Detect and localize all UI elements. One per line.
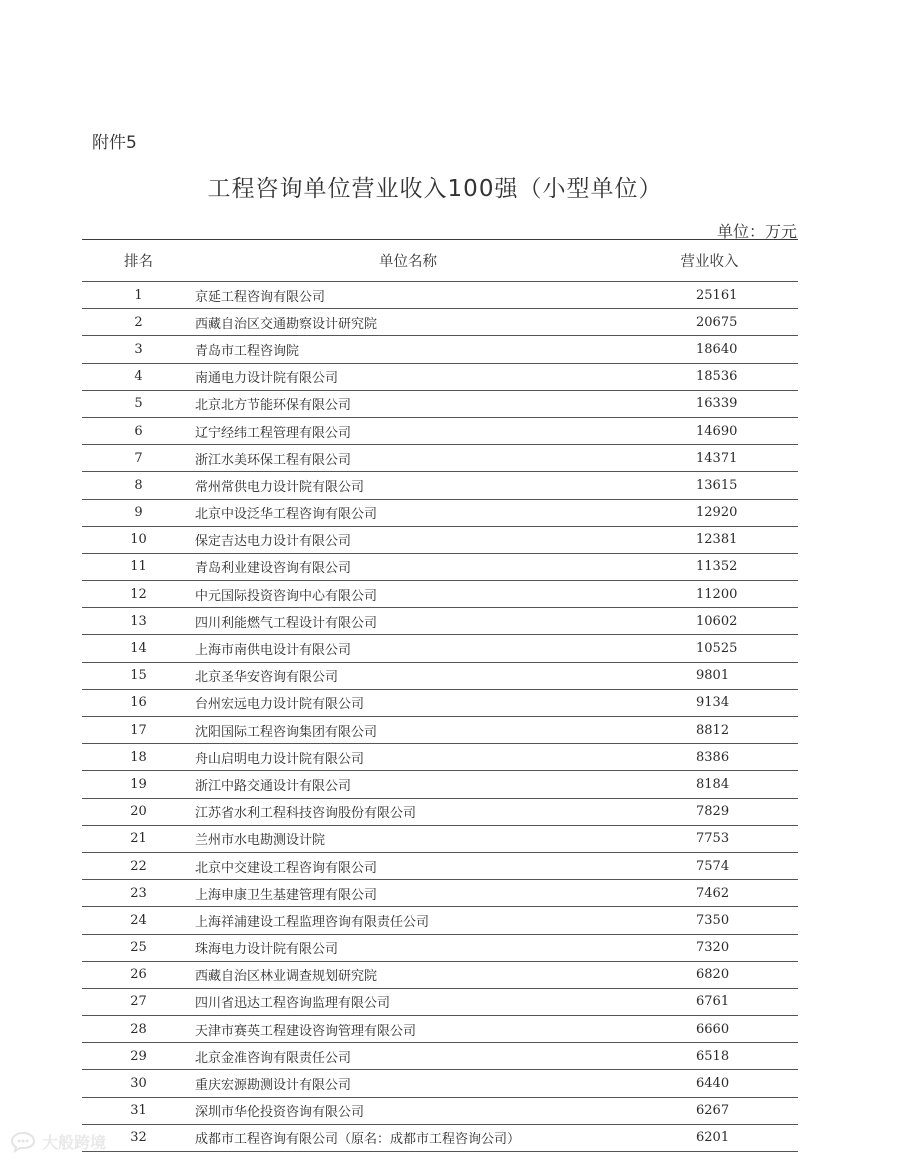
cell-revenue: 14690 bbox=[696, 423, 738, 439]
cell-name: 青岛利业建设咨询有限公司 bbox=[195, 561, 352, 577]
table-row bbox=[82, 826, 798, 853]
table-row bbox=[82, 1098, 798, 1125]
cell-name: 南通电力设计院有限公司 bbox=[195, 371, 339, 387]
cell-name: 重庆宏源勘测设计有限公司 bbox=[195, 1078, 352, 1094]
cell-name: 常州常供电力设计院有限公司 bbox=[195, 479, 365, 495]
cell-rank: 27 bbox=[130, 994, 147, 1010]
cell-name: 台州宏远电力设计院有限公司 bbox=[195, 697, 365, 713]
cell-revenue: 7574 bbox=[696, 858, 730, 874]
table-row bbox=[82, 527, 798, 554]
cell-revenue: 6660 bbox=[696, 1021, 730, 1037]
table-header bbox=[82, 240, 798, 282]
cell-name: 四川利能燃气工程设计有限公司 bbox=[195, 615, 378, 631]
cell-name: 北京中设泛华工程咨询有限公司 bbox=[195, 507, 378, 523]
chat-bubble-icon bbox=[10, 1131, 36, 1153]
cell-rank: 2 bbox=[134, 314, 143, 330]
cell-rank: 20 bbox=[130, 804, 147, 820]
cell-revenue: 12920 bbox=[696, 505, 738, 521]
table-row bbox=[82, 364, 798, 391]
cell-revenue: 10602 bbox=[696, 613, 738, 629]
table-row bbox=[82, 907, 798, 934]
cell-rank: 10 bbox=[130, 532, 147, 548]
cell-rank: 8 bbox=[134, 477, 143, 493]
cell-revenue: 8812 bbox=[696, 722, 730, 738]
table-row bbox=[82, 1016, 798, 1043]
cell-revenue: 8386 bbox=[696, 749, 730, 765]
ranking-table bbox=[82, 239, 798, 1152]
cell-name: 京延工程咨询有限公司 bbox=[195, 289, 326, 305]
column-header-name: 单位名称 bbox=[379, 254, 437, 270]
table-row bbox=[82, 554, 798, 581]
table-row bbox=[82, 771, 798, 798]
cell-name: 辽宁经纬工程管理有限公司 bbox=[195, 425, 352, 441]
cell-revenue: 7320 bbox=[696, 940, 730, 956]
cell-revenue: 11352 bbox=[696, 559, 738, 575]
cell-name: 沈阳国际工程咨询集团有限公司 bbox=[195, 724, 378, 740]
cell-rank: 29 bbox=[130, 1048, 147, 1064]
cell-rank: 13 bbox=[130, 613, 147, 629]
table-row bbox=[82, 799, 798, 826]
cell-revenue: 14371 bbox=[696, 450, 738, 466]
table-row bbox=[82, 935, 798, 962]
cell-rank: 31 bbox=[130, 1103, 147, 1119]
document-title: 工程咨询单位营业收入100强（小型单位） bbox=[207, 176, 663, 202]
table-row bbox=[82, 418, 798, 445]
cell-rank: 24 bbox=[130, 912, 147, 928]
cell-name: 上海申康卫生基建管理有限公司 bbox=[195, 887, 378, 903]
cell-name: 天津市赛英工程建设咨询管理有限公司 bbox=[195, 1023, 417, 1039]
cell-name: 北京北方节能环保有限公司 bbox=[195, 398, 352, 414]
table-row bbox=[82, 472, 798, 499]
table-row bbox=[82, 336, 798, 363]
table-row bbox=[82, 1070, 798, 1097]
cell-rank: 12 bbox=[130, 586, 147, 602]
cell-revenue: 9801 bbox=[696, 668, 730, 684]
cell-revenue: 7829 bbox=[696, 804, 730, 820]
table-row bbox=[82, 391, 798, 418]
column-header-revenue: 营业收入 bbox=[680, 254, 739, 270]
cell-name: 舟山启明电力设计院有限公司 bbox=[195, 751, 365, 767]
cell-rank: 7 bbox=[134, 450, 143, 466]
cell-rank: 26 bbox=[130, 967, 147, 983]
cell-name: 江苏省水利工程科技咨询股份有限公司 bbox=[195, 806, 417, 822]
cell-revenue: 6761 bbox=[696, 994, 730, 1010]
table-row bbox=[82, 663, 798, 690]
cell-rank: 19 bbox=[130, 776, 147, 792]
cell-name: 北京中交建设工程咨询有限公司 bbox=[195, 860, 378, 876]
cell-rank: 28 bbox=[130, 1021, 147, 1037]
cell-name: 北京圣华安咨询有限公司 bbox=[195, 670, 339, 686]
cell-rank: 6 bbox=[134, 423, 143, 439]
cell-name: 浙江中路交通设计有限公司 bbox=[195, 778, 352, 794]
cell-name: 兰州市水电勘测设计院 bbox=[195, 833, 326, 849]
cell-revenue: 18536 bbox=[696, 369, 738, 385]
cell-rank: 1 bbox=[134, 287, 143, 303]
cell-revenue: 9134 bbox=[696, 695, 730, 711]
cell-rank: 15 bbox=[130, 668, 147, 684]
attachment-label: 附件5 bbox=[92, 133, 137, 153]
cell-revenue: 11200 bbox=[696, 586, 738, 602]
table-body bbox=[82, 282, 798, 1152]
cell-name: 青岛市工程咨询院 bbox=[195, 343, 300, 359]
cell-rank: 11 bbox=[130, 559, 147, 575]
table-row bbox=[82, 690, 798, 717]
cell-name: 浙江水美环保工程有限公司 bbox=[195, 452, 352, 468]
cell-revenue: 25161 bbox=[696, 287, 738, 303]
cell-revenue: 6518 bbox=[696, 1048, 730, 1064]
watermark bbox=[10, 1130, 106, 1153]
cell-rank: 25 bbox=[130, 940, 147, 956]
cell-rank: 21 bbox=[130, 831, 147, 847]
cell-name: 珠海电力设计院有限公司 bbox=[195, 942, 339, 958]
cell-name: 西藏自治区交通勘察设计研究院 bbox=[195, 316, 378, 332]
cell-revenue: 7462 bbox=[696, 885, 730, 901]
unit-label: 单位：万元 bbox=[716, 222, 797, 241]
cell-revenue: 20675 bbox=[696, 314, 738, 330]
table-row bbox=[82, 282, 798, 309]
cell-revenue: 13615 bbox=[696, 477, 738, 493]
table-row bbox=[82, 989, 798, 1016]
cell-rank: 5 bbox=[134, 396, 143, 412]
cell-name: 北京金准咨询有限责任公司 bbox=[195, 1050, 352, 1066]
table-row bbox=[82, 962, 798, 989]
cell-rank: 30 bbox=[130, 1076, 147, 1092]
cell-name: 成都市工程咨询有限公司（原名：成都市工程咨询公司） bbox=[195, 1132, 521, 1148]
cell-rank: 23 bbox=[130, 885, 147, 901]
table-row bbox=[82, 717, 798, 744]
cell-revenue: 6201 bbox=[696, 1130, 730, 1146]
table-row bbox=[82, 445, 798, 472]
cell-revenue: 7350 bbox=[696, 912, 730, 928]
cell-rank: 22 bbox=[130, 858, 147, 874]
table-row bbox=[82, 744, 798, 771]
table-row bbox=[82, 853, 798, 880]
cell-name: 中元国际投资咨询中心有限公司 bbox=[195, 588, 378, 604]
cell-revenue: 6820 bbox=[696, 967, 730, 983]
cell-name: 四川省迅达工程咨询监理有限公司 bbox=[195, 996, 391, 1012]
cell-revenue: 7753 bbox=[696, 831, 730, 847]
column-header-rank: 排名 bbox=[124, 254, 153, 270]
cell-revenue: 18640 bbox=[696, 341, 738, 357]
table-row bbox=[82, 608, 798, 635]
cell-rank: 9 bbox=[134, 505, 143, 521]
cell-name: 西藏自治区林业调查规划研究院 bbox=[195, 969, 378, 985]
cell-rank: 3 bbox=[134, 341, 143, 357]
table-row bbox=[82, 500, 798, 527]
table-row bbox=[82, 581, 798, 608]
table-row bbox=[82, 635, 798, 662]
watermark-text: 大般跨境 bbox=[42, 1133, 107, 1152]
cell-rank: 14 bbox=[130, 641, 147, 657]
cell-name: 上海祥浦建设工程监理咨询有限责任公司 bbox=[195, 914, 430, 930]
table-row bbox=[82, 880, 798, 907]
cell-revenue: 6440 bbox=[696, 1076, 730, 1092]
cell-rank: 16 bbox=[130, 695, 147, 711]
table-row bbox=[82, 1043, 798, 1070]
cell-revenue: 6267 bbox=[696, 1103, 730, 1119]
cell-rank: 32 bbox=[130, 1130, 147, 1146]
cell-revenue: 10525 bbox=[696, 641, 738, 657]
cell-revenue: 16339 bbox=[696, 396, 738, 412]
table-row bbox=[82, 309, 798, 336]
cell-revenue: 12381 bbox=[696, 532, 738, 548]
table-row bbox=[82, 1125, 798, 1152]
cell-name: 保定吉达电力设计有限公司 bbox=[195, 534, 352, 550]
cell-name: 深圳市华伦投资咨询有限公司 bbox=[195, 1105, 365, 1121]
cell-revenue: 8184 bbox=[696, 776, 730, 792]
cell-rank: 17 bbox=[130, 722, 147, 738]
cell-name: 上海市南供电设计有限公司 bbox=[195, 643, 352, 659]
cell-rank: 18 bbox=[130, 749, 147, 765]
cell-rank: 4 bbox=[134, 369, 143, 385]
